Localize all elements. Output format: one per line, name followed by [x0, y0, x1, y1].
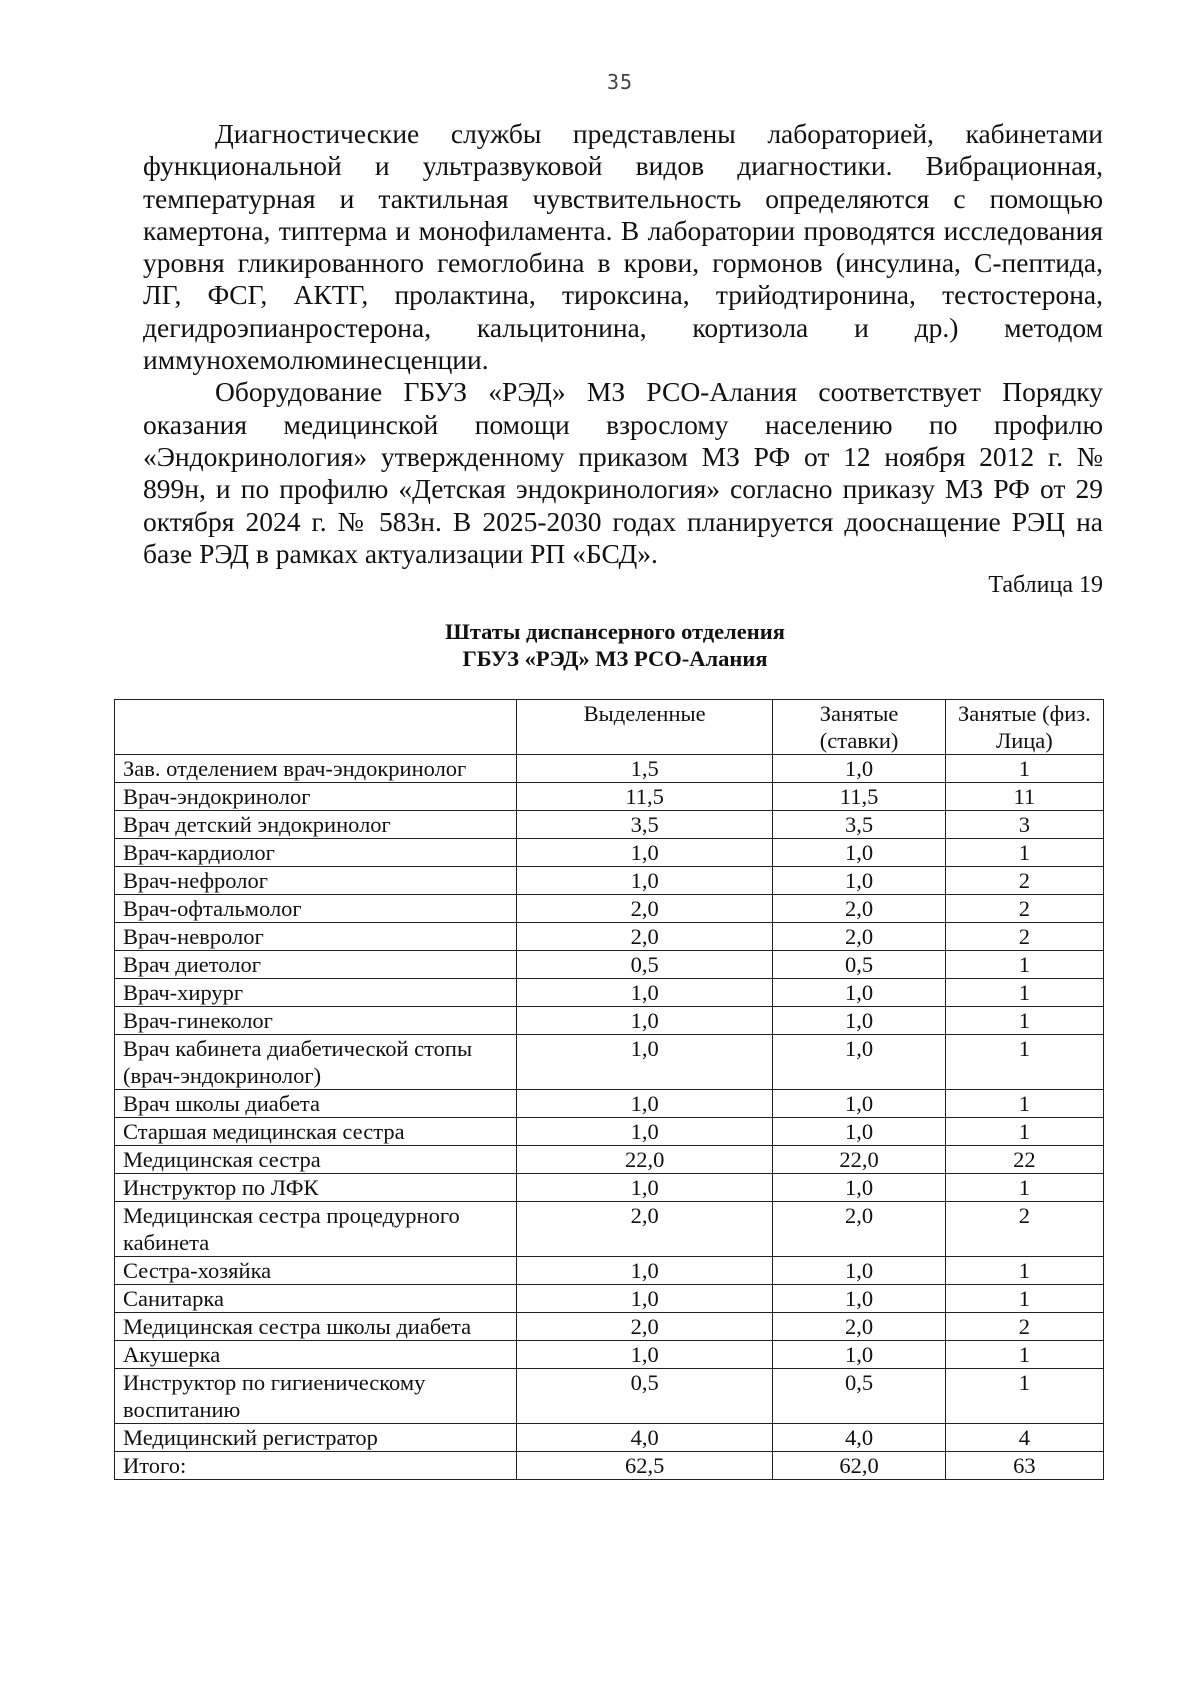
table-row [115, 1090, 1104, 1118]
cell-allocated: 2,0 [516, 923, 773, 951]
table-row [115, 1369, 1104, 1424]
table-row [115, 755, 1104, 783]
cell-occupied-rates: 1,0 [773, 1118, 945, 1146]
table-row [115, 1146, 1104, 1174]
cell-allocated: 11,5 [516, 783, 773, 811]
cell-position: Инструктор по ЛФК [115, 1174, 517, 1202]
table-row [115, 923, 1104, 951]
cell-occupied-persons: 1 [945, 951, 1103, 979]
cell-occupied-rates: 1,0 [773, 1257, 945, 1285]
cell-position: Врач школы диабета [115, 1090, 517, 1118]
table-row [115, 839, 1104, 867]
table-row [115, 951, 1104, 979]
cell-allocated: 2,0 [516, 895, 773, 923]
cell-position: Врач диетолог [115, 951, 517, 979]
cell-occupied-rates: 1,0 [773, 839, 945, 867]
cell-position: Медицинский регистратор [115, 1424, 517, 1452]
cell-position: Врач-эндокринолог [115, 783, 517, 811]
cell-position: Врач-офтальмолог [115, 895, 517, 923]
cell-occupied-rates: 22,0 [773, 1146, 945, 1174]
cell-occupied-rates: 2,0 [773, 1313, 945, 1341]
table-row [115, 1341, 1104, 1369]
page-number: 35 [606, 70, 634, 94]
cell-allocated: 0,5 [516, 1369, 773, 1424]
cell-allocated: 3,5 [516, 811, 773, 839]
cell-occupied-persons: 4 [945, 1424, 1103, 1452]
cell-occupied-persons: 1 [945, 1369, 1103, 1424]
cell-occupied-rates: 3,5 [773, 811, 945, 839]
cell-allocated: 1,0 [516, 839, 773, 867]
cell-occupied-persons: 1 [945, 979, 1103, 1007]
cell-allocated: 1,0 [516, 1007, 773, 1035]
paragraph-equipment: Оборудование ГБУЗ «РЭД» МЗ РСО-Алания соответствует Порядку оказания медицинской помощи взрослому населению по профилю «Эндокринология» утвержденному приказом МЗ РФ от 12 ноября 2012 г. № 899н, и по профилю «Детская эндокринология» согласно приказу МЗ РФ от 29 октября 2024 г. № 583н. В 2025-2030 годах планируется дооснащение РЭЦ на базе РЭД в рамках актуализации РП «БСД». [143, 376, 1103, 569]
cell-occupied-rates: 1,0 [773, 867, 945, 895]
cell-position: Врач-невролог [115, 923, 517, 951]
table-row [115, 1035, 1104, 1090]
cell-allocated: 0,5 [516, 951, 773, 979]
cell-occupied-rates: 1,0 [773, 1035, 945, 1090]
cell-position: Медицинская сестра процедурного кабинета [115, 1202, 517, 1257]
cell-occupied-rates: 1,0 [773, 1285, 945, 1313]
cell-occupied-rates: 2,0 [773, 895, 945, 923]
cell-position: Санитарка [115, 1285, 517, 1313]
cell-position: Акушерка [115, 1341, 517, 1369]
cell-allocated: 62,5 [516, 1452, 773, 1480]
cell-occupied-persons: 1 [945, 1090, 1103, 1118]
paragraph-diagnostics: Диагностические службы представлены лабораторией, кабинетами функциональной и ультразвуковой видов диагностики. Вибрационная, температурная и тактильная чувствительность определяются с помощью камертона, типтерма и монофиламента. В лаборатории проводятся исследования уровня гликированного гемоглобина в крови, гормонов (инсулина, С-пептида, ЛГ, ФСГ, АКТГ, пролактина, тироксина, трийодтиронина, тестостерона, дегидроэпианростерона, кальцитонина, кортизола и др.) методом иммунохемолюминесценции. [143, 118, 1103, 376]
table-title-line1: Штаты диспансерного отделения [445, 619, 785, 644]
cell-allocated: 1,0 [516, 979, 773, 1007]
cell-occupied-persons: 1 [945, 1341, 1103, 1369]
table-row [115, 1118, 1104, 1146]
cell-occupied-rates: 0,5 [773, 1369, 945, 1424]
cell-allocated: 1,0 [516, 1174, 773, 1202]
cell-position: Итого: [115, 1452, 517, 1480]
cell-occupied-rates: 1,0 [773, 1341, 945, 1369]
cell-occupied-rates: 4,0 [773, 1424, 945, 1452]
body-text [143, 118, 1103, 570]
table-row [115, 1007, 1104, 1035]
header-cell-occupied-rates: Занятые (ставки) [773, 700, 945, 755]
table-row [115, 1202, 1104, 1257]
table-title [115, 618, 1115, 672]
table-row [115, 1424, 1104, 1452]
cell-occupied-persons: 2 [945, 923, 1103, 951]
header-cell-position [115, 700, 517, 755]
cell-occupied-persons: 63 [945, 1452, 1103, 1480]
cell-occupied-persons: 2 [945, 867, 1103, 895]
table-total-row [115, 1452, 1104, 1480]
cell-occupied-rates: 1,0 [773, 755, 945, 783]
cell-allocated: 22,0 [516, 1146, 773, 1174]
staff-table [114, 699, 1104, 1480]
cell-occupied-persons: 1 [945, 1174, 1103, 1202]
cell-allocated: 4,0 [516, 1424, 773, 1452]
cell-occupied-rates: 1,0 [773, 979, 945, 1007]
cell-occupied-rates: 11,5 [773, 783, 945, 811]
cell-occupied-rates: 62,0 [773, 1452, 945, 1480]
table-caption: Таблица 19 [988, 572, 1103, 598]
table-header-row [115, 700, 1104, 755]
cell-allocated: 1,5 [516, 755, 773, 783]
cell-occupied-rates: 2,0 [773, 1202, 945, 1257]
table-row [115, 979, 1104, 1007]
cell-position: Медицинская сестра [115, 1146, 517, 1174]
table-row [115, 1257, 1104, 1285]
cell-occupied-rates: 1,0 [773, 1090, 945, 1118]
cell-position: Врач-нефролог [115, 867, 517, 895]
cell-occupied-persons: 1 [945, 1007, 1103, 1035]
table-title-line2: ГБУЗ «РЭД» МЗ РСО-Алания [462, 646, 768, 671]
cell-occupied-persons: 1 [945, 1285, 1103, 1313]
cell-position: Сестра-хозяйка [115, 1257, 517, 1285]
cell-position: Зав. отделением врач-эндокринолог [115, 755, 517, 783]
cell-allocated: 1,0 [516, 867, 773, 895]
header-cell-occupied-persons: Занятые (физ. Лица) [945, 700, 1103, 755]
cell-allocated: 1,0 [516, 1035, 773, 1090]
table-row [115, 867, 1104, 895]
table-row [115, 1285, 1104, 1313]
cell-occupied-persons: 1 [945, 755, 1103, 783]
cell-occupied-persons: 1 [945, 1257, 1103, 1285]
cell-occupied-persons: 1 [945, 1118, 1103, 1146]
cell-occupied-persons: 2 [945, 1202, 1103, 1257]
cell-position: Врач кабинета диабетической стопы (врач-эндокринолог) [115, 1035, 517, 1090]
cell-allocated: 1,0 [516, 1118, 773, 1146]
cell-position: Врач-хирург [115, 979, 517, 1007]
cell-allocated: 1,0 [516, 1090, 773, 1118]
cell-position: Старшая медицинская сестра [115, 1118, 517, 1146]
table-row [115, 1174, 1104, 1202]
cell-occupied-rates: 0,5 [773, 951, 945, 979]
cell-position: Медицинская сестра школы диабета [115, 1313, 517, 1341]
cell-occupied-persons: 2 [945, 895, 1103, 923]
cell-occupied-persons: 1 [945, 839, 1103, 867]
cell-allocated: 1,0 [516, 1257, 773, 1285]
table-row [115, 811, 1104, 839]
cell-allocated: 2,0 [516, 1313, 773, 1341]
cell-occupied-persons: 3 [945, 811, 1103, 839]
header-cell-allocated: Выделенные [516, 700, 773, 755]
cell-occupied-rates: 2,0 [773, 923, 945, 951]
cell-allocated: 2,0 [516, 1202, 773, 1257]
cell-position: Инструктор по гигиеническому воспитанию [115, 1369, 517, 1424]
cell-occupied-persons: 1 [945, 1035, 1103, 1090]
table-row [115, 783, 1104, 811]
cell-occupied-persons: 22 [945, 1146, 1103, 1174]
cell-occupied-persons: 2 [945, 1313, 1103, 1341]
cell-occupied-persons: 11 [945, 783, 1103, 811]
cell-position: Врач-кардиолог [115, 839, 517, 867]
table-row [115, 1313, 1104, 1341]
cell-occupied-rates: 1,0 [773, 1007, 945, 1035]
cell-position: Врач детский эндокринолог [115, 811, 517, 839]
cell-allocated: 1,0 [516, 1285, 773, 1313]
cell-occupied-rates: 1,0 [773, 1174, 945, 1202]
cell-position: Врач-гинеколог [115, 1007, 517, 1035]
table-row [115, 895, 1104, 923]
cell-allocated: 1,0 [516, 1341, 773, 1369]
